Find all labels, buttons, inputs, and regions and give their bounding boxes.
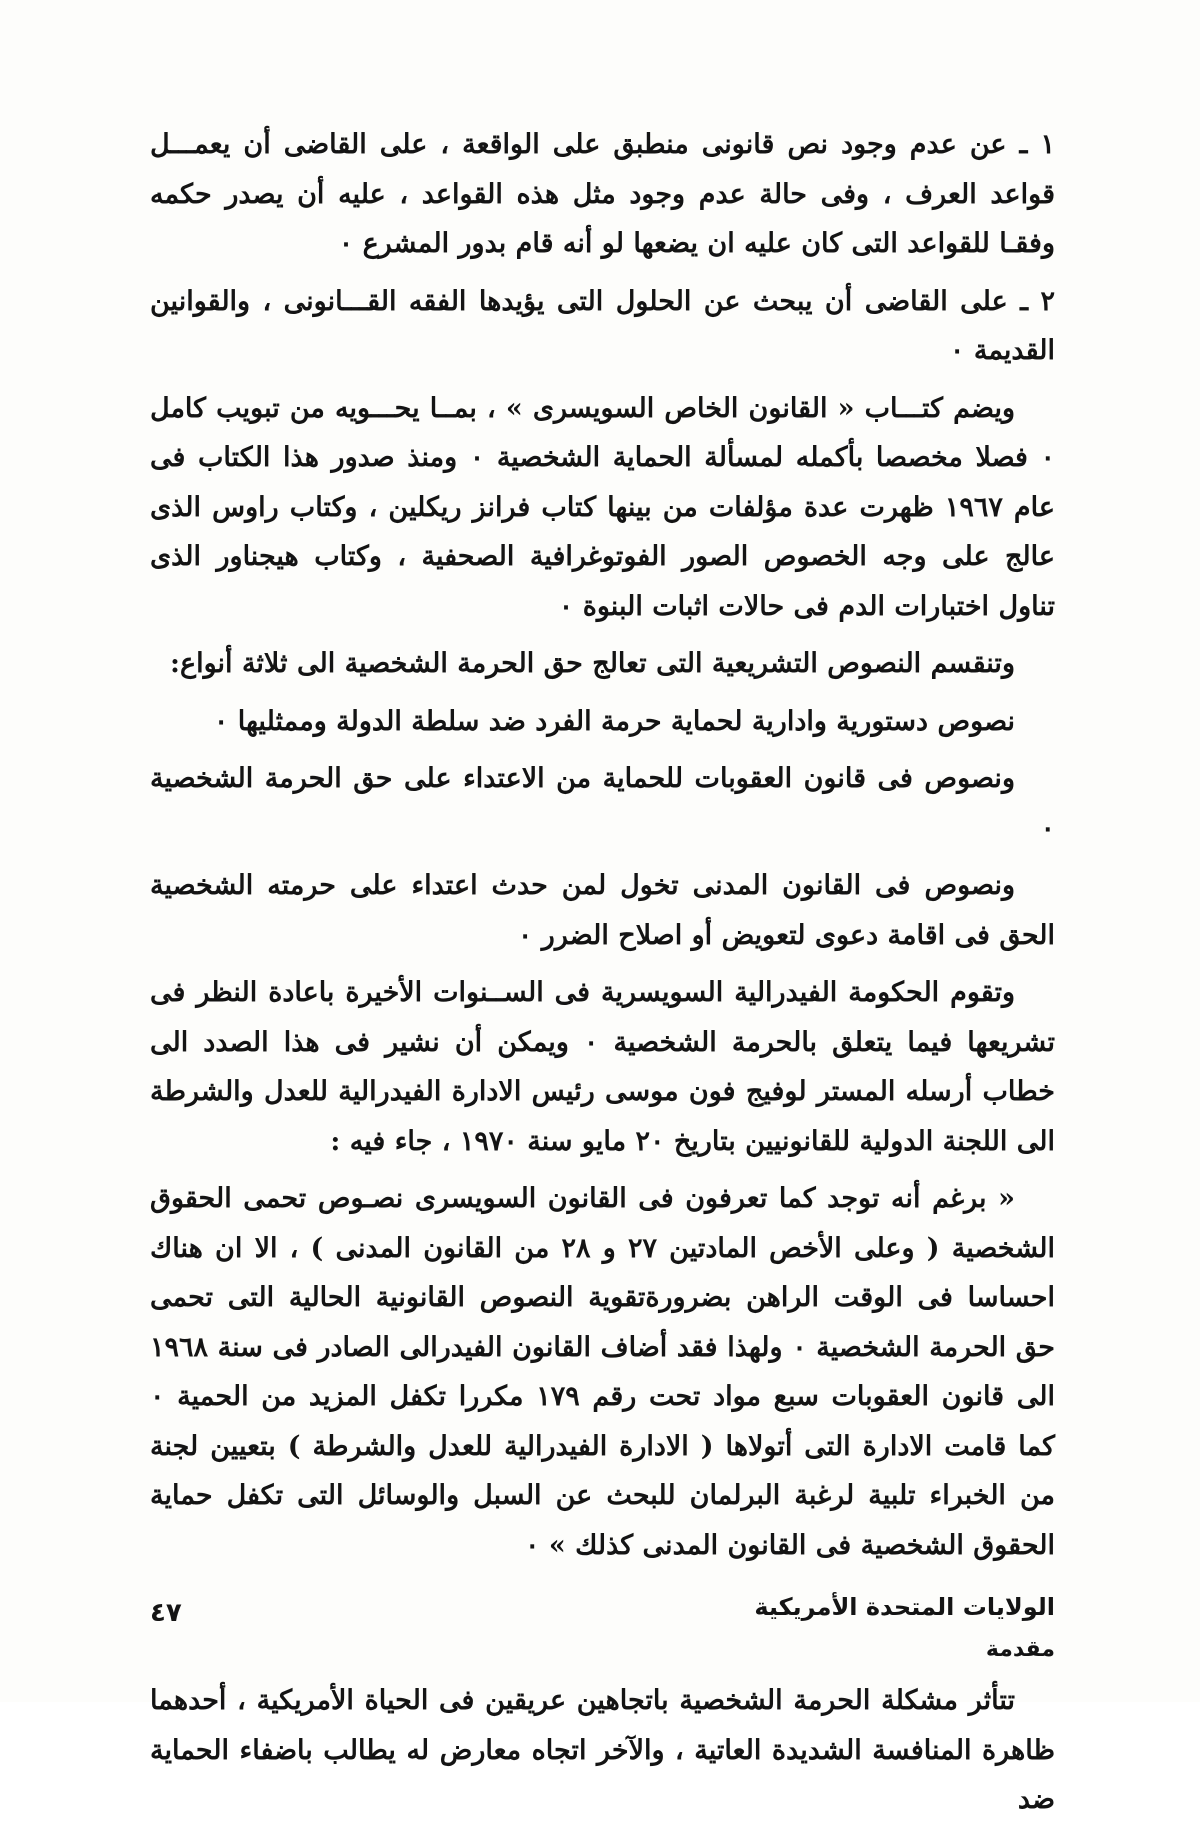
paragraph-penal: ونصوص فى قانون العقوبات للحماية من الاعتداء على حق الحرمة الشخصية ٠ bbox=[150, 763, 1055, 844]
numbered-item-1: ١ ـ عن عدم وجود نص قانونى منطبق على الواقعة ، على القاضى أن يعمـــل قواعد العرف ، وفى حالة عدم وجود مثل هذه القواعد ، عليه أن يصدر حكمه وفقـا للقواعد التى كان عليه ان يضعها لو أنه قام بدور المشرع ٠ bbox=[150, 129, 1055, 259]
paragraph-constitutional: نصوص دستورية وادارية لحماية حرمة الفرد ضد سلطة الدولة وممثليها ٠ bbox=[213, 705, 1015, 737]
paragraph-civil: ونصوص فى القانون المدنى تخول لمن حدث اعتداء على حرمته الشخصية الحق فى اقامة دعوى لتعويض أو اصلاح الضرر ٠ bbox=[150, 870, 1055, 951]
numbered-item-2: ٢ ـ على القاضى أن يبحث عن الحلول التى يؤيدها الفقه القـــانونى ، والقوانين القديمة ٠ bbox=[150, 285, 1055, 366]
paragraph-quotation: « برغم أنه توجد كما تعرفون فى القانون السويسرى نصـوص تحمى الحقوق الشخصية ( وعلى الأخص المادتين ٢٧ و ٢٨ من القانون المدنى ) ، الا ان هناك احساسا فى الوقت الراهن بضرورةتقوية النصوص القانونية الحالية التى تحمى حق الحرمة الشخصية ٠ ولهذا فقد أضاف القانون الفيدرالى الصادر فى سنة ١٩٦٨ الى قانون العقوبات سبع مواد تحت رقم ١٧٩ مكررا تكفل المزيد من الحمية ٠ كما قامت الادارة التى أتولاها ( الادارة الفيدرالية للعدل والشرطة ) بتعيين لجنة من الخبراء تلبية لرغبة البرلمان للبحث عن السبل والوسائل التى تكفل حماية الحقوق الشخصية فى القانون المدنى كذلك » ٠ bbox=[150, 1183, 1056, 1561]
paragraph-federal-government: وتقوم الحكومة الفيدرالية السويسرية فى الســنوات الأخيرة باعادة النظر فى تشريعها فيما يتعلق بالحرمة الشخصية ٠ ويمكن أن نشير فى هذا الصدد الى خطاب أرسله المستر لوفيج فون موسى رئيس الادارة الفيدرالية للعدل والشرطة الى اللجنة الدولية للقانونيين بتاريخ ٢٠ مايو سنة ١٩٧٠ ، جاء فيه : bbox=[150, 977, 1055, 1157]
section-heading: الولايات المتحدة الأمريكية bbox=[754, 1593, 1055, 1621]
section-subheading: مقدمة bbox=[985, 1637, 1055, 1662]
page-number: ٤٧ bbox=[150, 1598, 182, 1628]
body-text bbox=[150, 120, 1055, 1833]
paragraph-swiss-book: ويضم كتـــاب « القانون الخاص السويسرى » ، بمــا يحـــويه من تبويب كامل ٠ فصلا مخصصا بأكمله لمسألة الحماية الشخصية ٠ ومنذ صدور هذا الكتاب فى عام ١٩٦٧ ظهرت عدة مؤلفات من بينها كتاب فرانز ريكلين ، وكتاب راوس الذى عالج على وجه الخصوص الصور الفوتوغرافية الصحفية ، وكتاب هيجناور الذى تناول اختبارات الدم فى حالات اثبات البنوة ٠ bbox=[150, 392, 1055, 622]
paragraph-introduction: تتأثر مشكلة الحرمة الشخصية باتجاهين عريقين فى الحياة الأمريكية ، أحدهما ظاهرة المنافسة الشديدة العاتية ، والآخر اتجاه معارض له يطالب باضفاء الحماية ضد bbox=[150, 1685, 1055, 1815]
paragraph-text-types: وتنقسم النصوص التشريعية التى تعالج حق الحرمة الشخصية الى ثلاثة أنواع: bbox=[170, 648, 1015, 679]
